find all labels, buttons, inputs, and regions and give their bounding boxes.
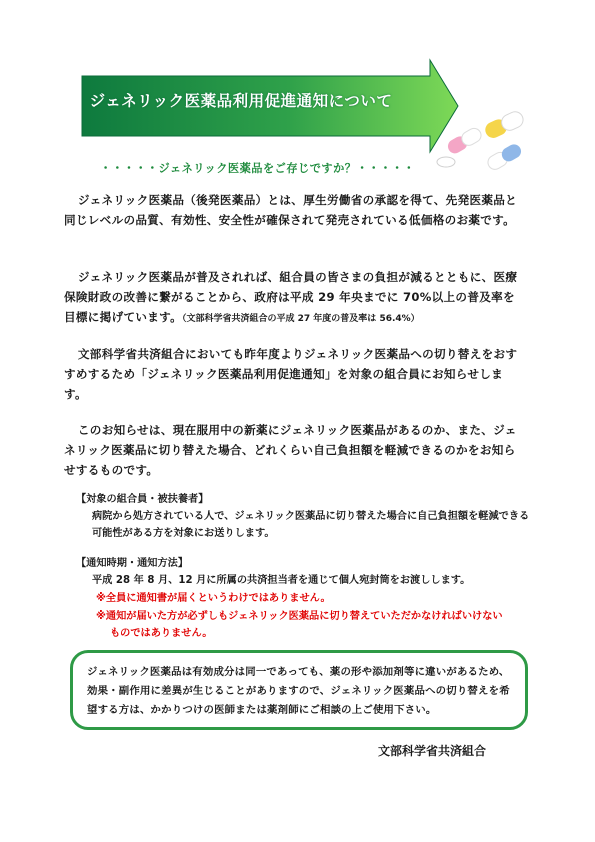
timing-note-2-line-2: ものではありません。 <box>110 628 213 639</box>
paragraph-definition: ジェネリック医薬品（後発医薬品）とは、厚生労働省の承認を得て、先発医薬品と同じレベルの品質、有効性、安全性が確保されて発売されている低価格のお薬です。 <box>64 193 518 227</box>
paragraph-benefits-text: ジェネリック医薬品が普及されれば、組合員の皆さまの負担が減るとともに、医療保険財政の改善に繋がることから、政府は平成 29 年央までに 70%以上の普及率を目標に掲げています。 <box>64 270 518 324</box>
timing-section-heading: 【通知時期・通知方法】 <box>76 558 189 569</box>
paragraph-benefits <box>64 267 522 329</box>
timing-note-1: ※全員に通知書が届くというわけではありません。 <box>96 593 331 604</box>
timing-section-body: 平成 28 年 8 月、12 月に所属の共済担当者を通じて個人宛封筒をお渡しします。 <box>92 575 471 586</box>
paragraph-initiative: 文部科学省共済組合においても昨年度よりジェネリック医薬品への切り替えをおすすめするため「ジェネリック医薬品利用促進通知」を対象の組合員にお知らせします。 <box>64 347 518 401</box>
organization-name: 文部科学省共済組合 <box>378 744 487 758</box>
caution-text: ジェネリック医薬品は有効成分は同一であっても、薬の形や添加剤等に違いがあるため、効果・副作用に差異が生じることがありますので、ジェネリック医薬品への切り替えを希望する方は、かかりつけの医師または薬剤師にご相談の上ご使用下さい。 <box>87 666 510 716</box>
page-title: ジェネリック医薬品利用促進通知について <box>89 92 393 110</box>
paragraph-notice-purpose: このお知らせは、現在服用中の新薬にジェネリック医薬品があるのか、また、ジェネリック医薬品に切り替えた場合、どれくらい自己負担額を軽減できるのかをお知らせするものです。 <box>64 423 517 477</box>
subtitle: ・・・・・ジェネリック医薬品をご存じですか？・・・・・ <box>100 162 415 175</box>
adoption-rate-note: （文部科学省共済組合の平成 27 年度の普及率は 56.4%） <box>182 314 420 324</box>
timing-note-2-line-1: ※通知が届いた方が必ずしもジェネリック医薬品に切り替えていただかなければいけない <box>96 611 503 622</box>
target-section-heading: 【対象の組合員・被扶養者】 <box>76 494 209 505</box>
title-banner <box>80 58 460 158</box>
caution-box <box>70 650 528 730</box>
target-section-body: 病院から処方されている人で、ジェネリック医薬品に切り替えた場合に自己負担額を軽減できる可能性がある方を対象にお送りします。 <box>92 511 530 539</box>
